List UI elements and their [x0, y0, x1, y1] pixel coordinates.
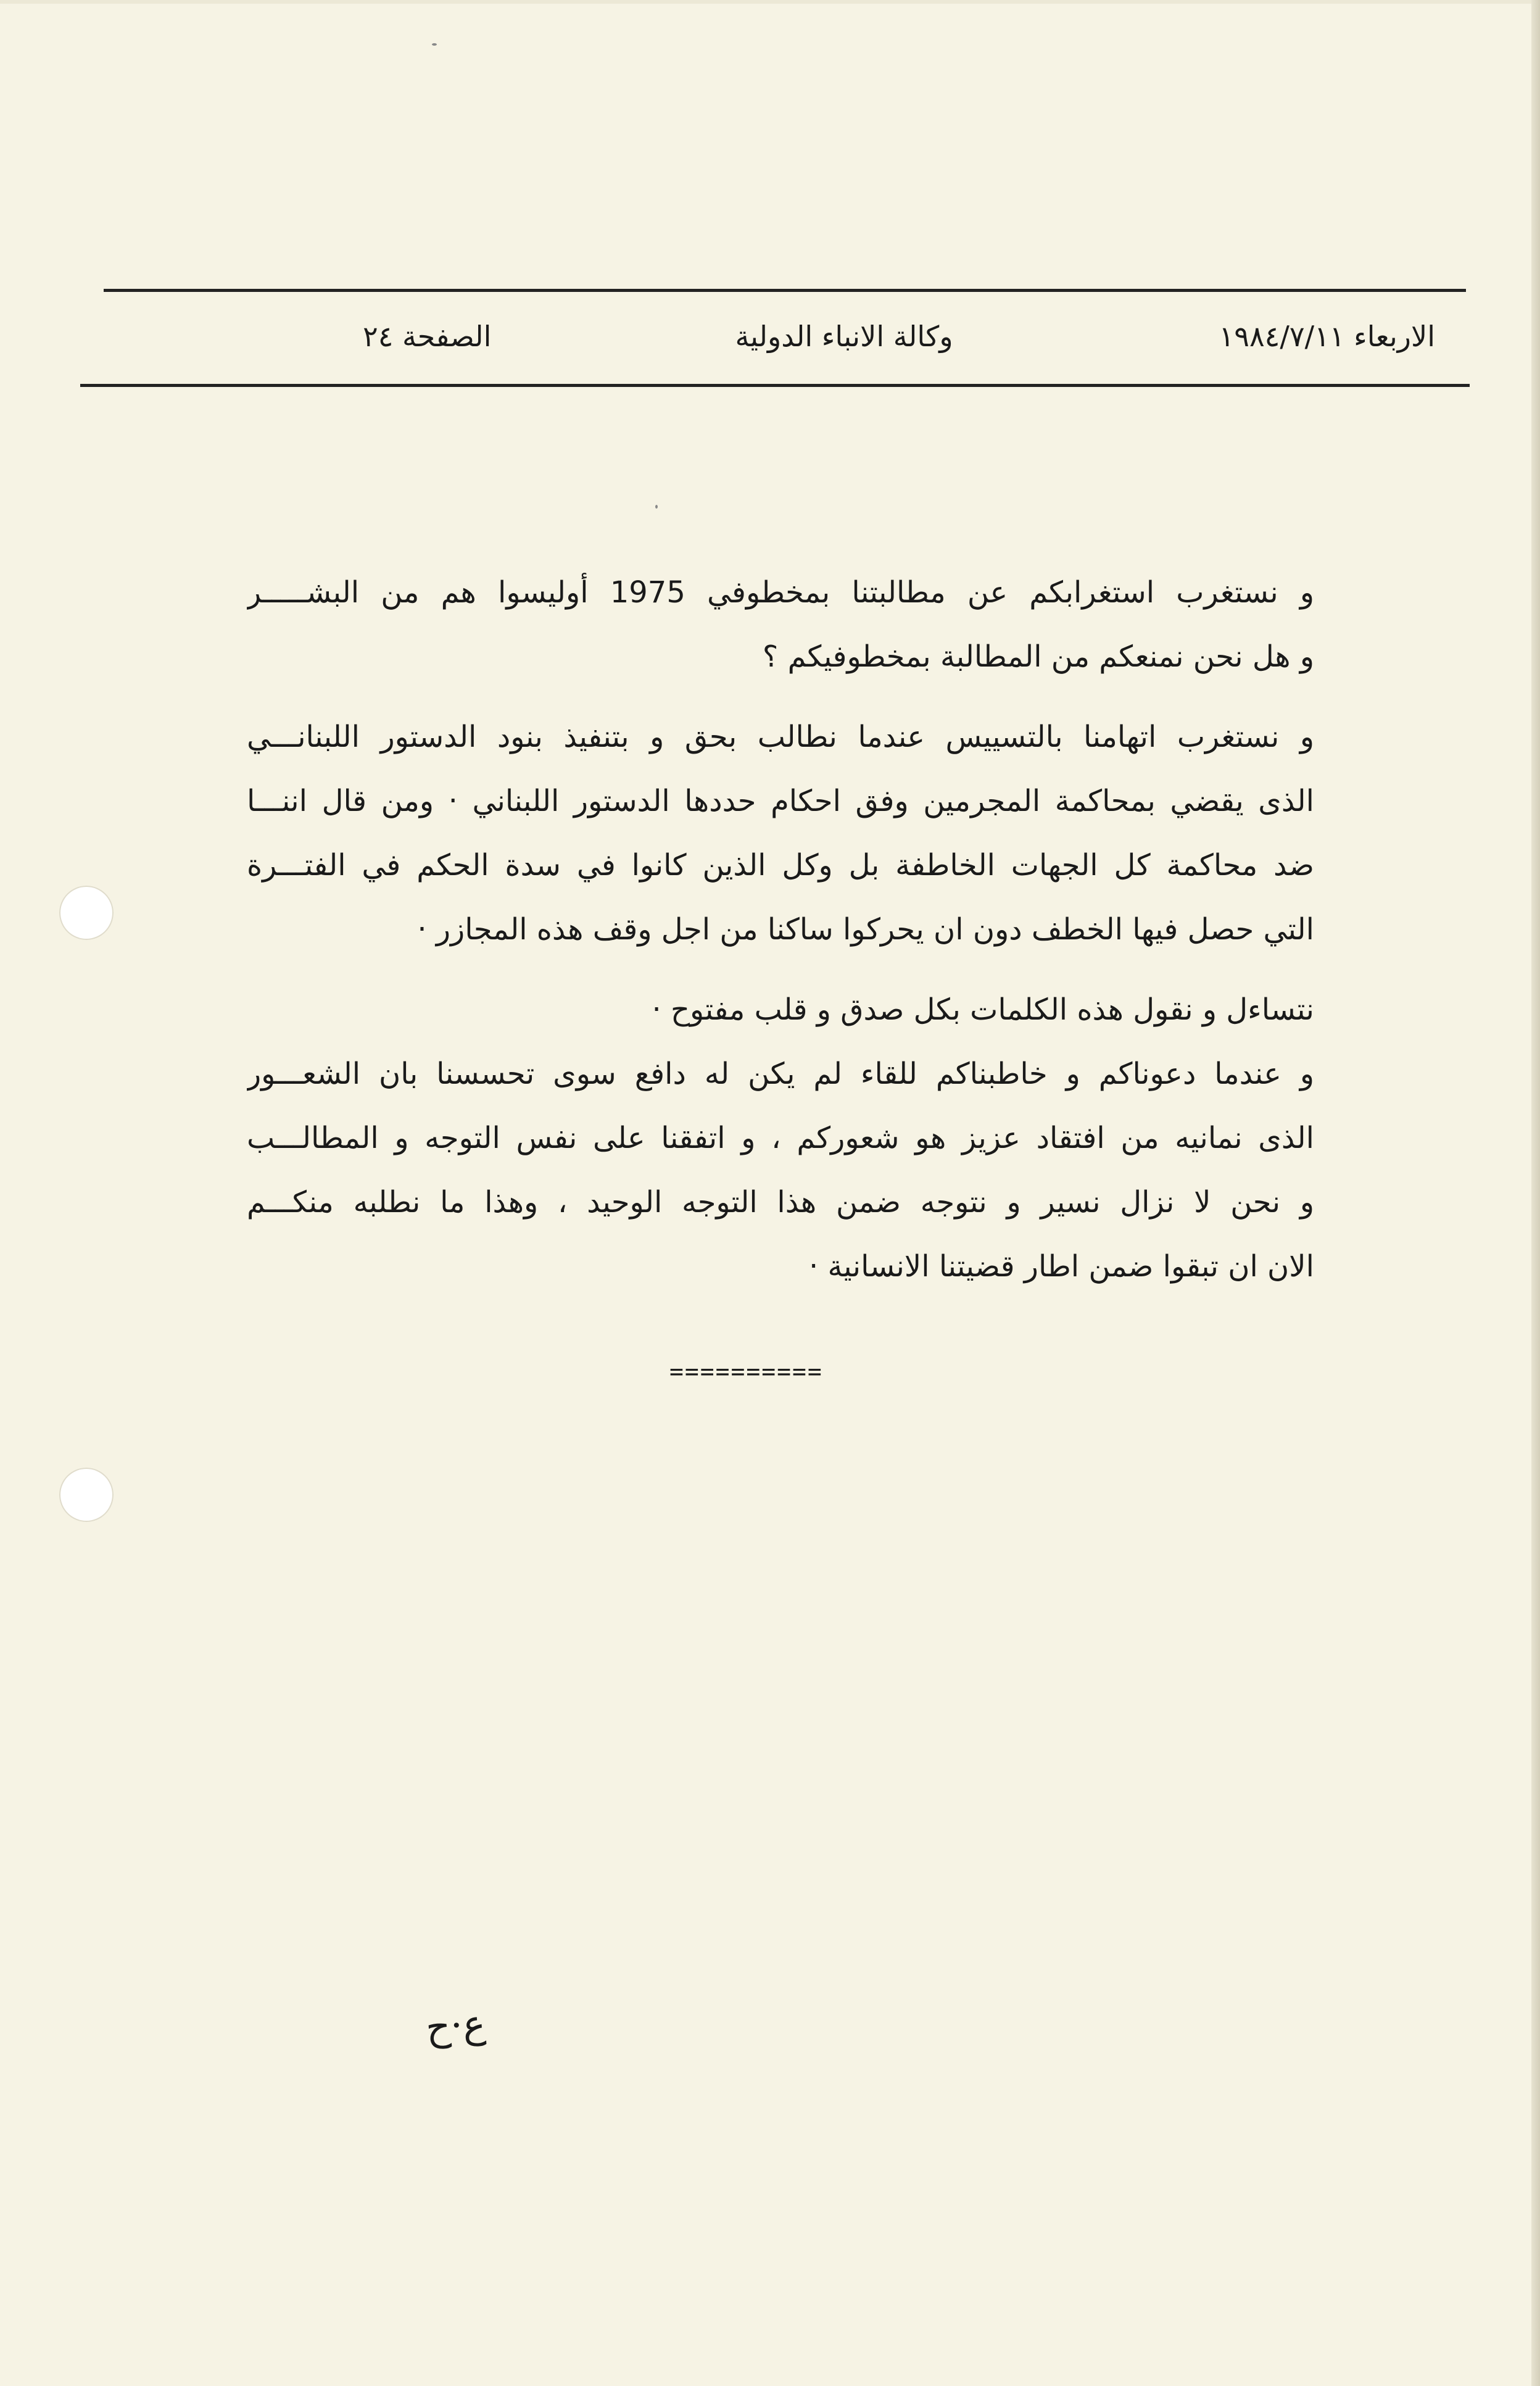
paragraph-4	[247, 1042, 1314, 1299]
text-line: التي حصل فيها الخطف دون ان يحركوا ساكنا من اجل وقف هذه المجازر ·	[417, 912, 1314, 947]
header-bottom-rule	[80, 384, 1470, 387]
body-text	[247, 560, 1314, 1299]
text-line: ضد محاكمة كل الجهات الخاطفة بل وكل الذين كانوا في سدة الحكم في الفتـــرة	[247, 848, 1314, 883]
text-line: و نستغرب اتهامنا بالتسييس عندما نطالب بحق و بتنفيذ بنود الدستور اللبنانـــي	[247, 720, 1314, 754]
page-top-edge	[0, 0, 1540, 4]
author-initials: ع·ح	[424, 2000, 487, 2050]
punch-hole	[59, 886, 114, 940]
paper-speck	[655, 505, 658, 509]
header-page-number: الصفحة ٢٤	[363, 320, 492, 353]
text-line: الذى نمانيه من افتقاد عزيز هو شعوركم ، و اتفقنا على نفس التوجه و المطالـــب	[247, 1121, 1314, 1155]
paper-speck	[432, 43, 437, 46]
page-right-edge	[1531, 0, 1540, 2386]
text-line: الذى يقضي بمحاكمة المجرمين وفق احكام حددها الدستور اللبناني · ومن قال اننـــا	[247, 784, 1314, 818]
header-date: الاربعاء ١٩٨٤/٧/١١	[1219, 320, 1435, 353]
text-line: و نستغرب استغرابكم عن مطالبتنا بمخطوفي 1975 أوليسوا هم من البشـــــر	[247, 575, 1314, 610]
text-line: و عندما دعوناكم و خاطبناكم للقاء لم يكن له دافع سوى تحسسنا بان الشعـــور	[247, 1057, 1314, 1091]
paragraph-3	[247, 978, 1314, 1042]
punch-hole	[59, 1468, 114, 1522]
text-line: و نحن لا نزال نسير و نتوجه ضمن هذا التوجه الوحيد ، وهذا ما نطلبه منكـــم	[247, 1185, 1314, 1220]
end-separator: ==========	[669, 1358, 823, 1385]
page-header	[104, 309, 1466, 370]
paragraph-1	[247, 560, 1314, 689]
header-top-rule	[104, 289, 1466, 292]
text-line: نتساءل و نقول هذه الكلمات بكل صدق و قلب مفتوح ·	[652, 992, 1314, 1027]
text-line: الان ان تبقوا ضمن اطار قضيتنا الانسانية ·	[809, 1249, 1314, 1284]
paragraph-2	[247, 705, 1314, 962]
header-agency-name: وكالة الانباء الدولية	[735, 320, 953, 353]
text-line: و هل نحن نمنعكم من المطالبة بمخطوفيكم ؟	[762, 639, 1314, 674]
